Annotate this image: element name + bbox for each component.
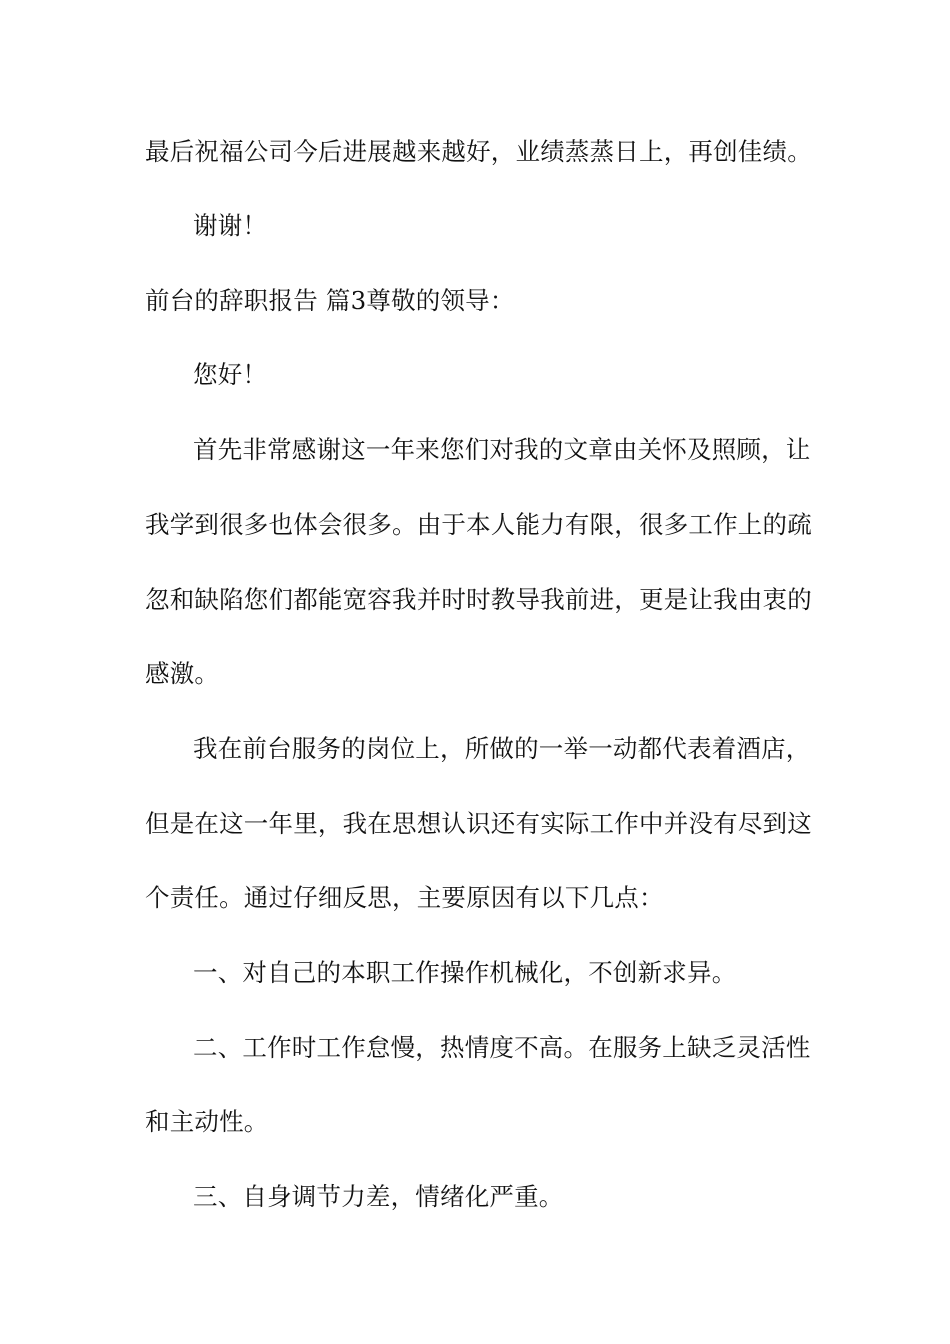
list-item: 三、自身调节力差，情绪化严重。: [193, 1182, 564, 1211]
paragraph-line: 个责任。通过仔细反思，主要原因有以下几点：: [145, 883, 664, 912]
paragraph-line: 首先非常感谢这一年来您们对我的文章由关怀及照顾，让: [193, 435, 811, 464]
section-heading: 前台的辞职报告 篇3尊敬的领导：: [145, 286, 515, 315]
text-line-greeting: 您好！: [193, 360, 268, 389]
paragraph-line: 我学到很多也体会很多。由于本人能力有限，很多工作上的疏: [145, 510, 812, 539]
list-item: 二、工作时工作怠慢，热情度不高。在服务上缺乏灵活性: [193, 1033, 811, 1062]
paragraph-line: 我在前台服务的岗位上，所做的一举一动都代表着酒店，: [193, 734, 811, 763]
list-item-continuation: 和主动性。: [145, 1107, 269, 1136]
paragraph-line: 忽和缺陷您们都能宽容我并时时教导我前进，更是让我由衷的: [145, 585, 812, 614]
paragraph-line: 感激。: [145, 659, 220, 688]
text-line-thanks: 谢谢！: [193, 211, 268, 240]
text-line-closing-wish: 最后祝福公司今后进展越来越好，业绩蒸蒸日上，再创佳绩。: [145, 137, 812, 166]
paragraph-line: 但是在这一年里，我在思想认识还有实际工作中并没有尽到这: [145, 809, 812, 838]
list-item: 一、对自己的本职工作操作机械化，不创新求异。: [193, 958, 737, 987]
